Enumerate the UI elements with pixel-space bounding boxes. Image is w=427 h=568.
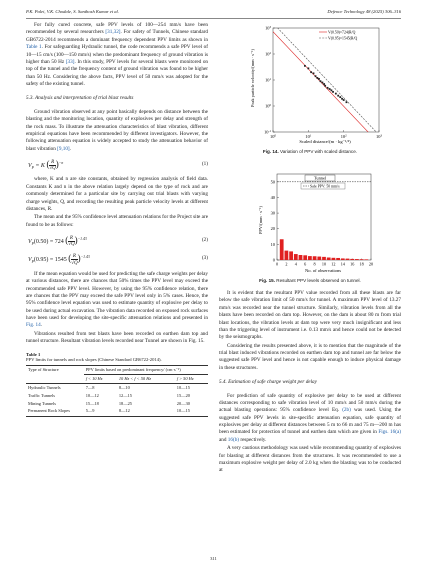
page-number: 311 [210, 556, 217, 561]
fig14-data-point [339, 96, 341, 98]
fig14-data-point [329, 88, 331, 90]
table-header-structure: Type of Structure [26, 366, 84, 384]
table-subheader: f < 10 Hz [84, 375, 117, 384]
fig15-bar [336, 258, 340, 260]
fig15-bar [294, 254, 298, 260]
fig15-x-tick-label: 12 [331, 261, 336, 267]
ppv-limits-table [26, 365, 208, 416]
fig14-data-point [327, 87, 329, 89]
fig14-data-point [323, 83, 325, 85]
fig14-data-point [310, 71, 312, 73]
figure-link[interactable]: Figs. 16(a) [378, 429, 401, 436]
fig15-bar [332, 258, 336, 260]
fig15-legend-text: Safe PPV: 50 mm/s [310, 184, 340, 189]
fig15-bar [364, 259, 368, 260]
fig15-y-tick-label: 40 [270, 194, 275, 200]
fig14-y-tick-label: $10^1$ [265, 77, 271, 83]
header-journal: Defence Technology 48 (2025) 306–316 [327, 9, 401, 14]
fig15-y-tick-label: 20 [270, 226, 275, 232]
fig15-y-tick-label: 0 [272, 257, 275, 263]
fig15-bar [317, 257, 321, 260]
fig14-regression-line [273, 23, 379, 135]
paragraph-site-constants: where, K and n are site constants, obtained by regression analysis of field data. Constants K and n in the above relation largely depend on the type of rock and are commonly determined for a particular site by carrying out trial blasts with varying charge weights, Q, and recording the resulting peak particle velocity levels at different distances, R. [26, 176, 208, 212]
fig14-data-point [324, 85, 326, 87]
fig15-y-tick-label: 10 [270, 241, 275, 247]
figure-link[interactable]: 16(b) [227, 436, 240, 443]
fig15-title: Tunnel [313, 175, 327, 181]
fig14-y-tick-label: $10^{-1}$ [264, 129, 271, 135]
fig14-data-point [304, 65, 306, 67]
left-column [26, 22, 208, 417]
fig14-data-point [343, 99, 345, 101]
paragraph-considering-results: Considering the results presented above, it is to mention that the magnitude of the trial blast induced vibrations recorded on earthen dam top and tunnel are far below the suggested safe PPV level and hence is not capable enough to induce physical damage in these structures. [219, 342, 401, 371]
fig15-x-tick-label: 0 [275, 261, 279, 267]
fig15-x-tick-label: 2 [285, 261, 288, 267]
table-label: Table 1 [26, 351, 41, 357]
fig15-x-tick-label: 8 [313, 261, 316, 267]
equation-link[interactable]: (2b) [342, 407, 351, 414]
equation-3: $V_P(0.95) = 1545$ ( $\frac{R}{√Q}$ )$^{-1.43}$ (3) [28, 253, 208, 266]
fig15-x-tick-label: 16 [350, 261, 355, 267]
fig15-x-tick-label: 10 [321, 261, 327, 267]
fig15-bar [327, 257, 331, 260]
section-heading: 5.4. Estimation of safe charge weight per delay [219, 379, 317, 386]
equation-1: $V_P = K$ ( $\frac{R}{√Q}$ )$^{-n}$ (1) [28, 159, 208, 172]
paragraph-ground-vibration: Ground vibration observed at any point basically depends on distance between the blasting and the monitoring location, quantity of explosives per delay and strength of the rock mass. To illustrate the attenuation characteristics of blast vibration, different empirical equations have been recommended by different investigators. However, the following attenuation equation is widely accepted to study the attenuation behavior of blast vibration [9,10]. [26, 108, 208, 152]
fig15-chart [219, 168, 401, 276]
fig15-bar [341, 258, 345, 260]
paragraph-attenuation-relations: The mean and the 95% confidence level attenuation relations for the Project site are found to be as follows: [26, 214, 208, 228]
figure-link[interactable]: Fig. 14 [26, 322, 41, 329]
table-header-ppv: PPV limits based on predominant frequency/ (cm·s⁻¹) [84, 366, 208, 375]
fig15-x-tick-label: 18 [359, 261, 364, 267]
fig15-bar [360, 259, 364, 260]
fig14-chart [219, 22, 401, 147]
fig14-x-tick-label: $10^1$ [305, 133, 312, 139]
fig14-data-point [335, 93, 337, 95]
fig15-y-tick-label: 30 [270, 210, 275, 216]
citation-link[interactable]: [33] [65, 58, 75, 65]
fig14-legend-text: V(0.95)=1545(R/Q [328, 36, 358, 41]
fig15-bar [355, 259, 359, 260]
fig14-regression-line [273, 32, 379, 144]
right-column [219, 290, 401, 476]
fig15-bar [313, 256, 317, 260]
fig14-data-point [346, 101, 348, 103]
paragraph-safe-quantity: For prediction of safe quantity of explosive per delay to be used at different distances corresponding to safe vibration level of 10 mm/s and 50 mm/s during the actual blasting operations: 95% confidence level Eq. (2b) was used. Using the suggested safe PPV levels in site-specific attenuation equation, safe quantity of explosives per delay at different distances between 5 m to 66 m and 75 m—200 m has been estimated for protection of tunnel and earthen dam which are given in Figs. 16(a) and 16(b) respectively. [219, 392, 401, 443]
citation-link[interactable]: [31,32] [105, 29, 121, 36]
table-subheader: f > 50 Hz [175, 375, 208, 384]
fig15-x-tick-label: 14 [340, 261, 345, 267]
table-row: Traffic Tunnels 10—12 12—15 15—20 [28, 392, 190, 398]
fig14-data-point [313, 72, 315, 74]
fig14-legend-text: V(0.50)=724(R/Q [328, 30, 356, 35]
header-authors: P.K. Palei, V.K. Chodale, S. Santhosh Kumar et al. [26, 9, 119, 14]
fig14-data-point [307, 67, 309, 69]
fig15-bar [299, 255, 303, 260]
fig14-x-tick-label: $10^0$ [270, 133, 276, 139]
fig15-bar [308, 256, 312, 260]
table-caption [26, 352, 208, 364]
fig14-y-tick-label: $10^2$ [265, 51, 271, 57]
table-row: Hydraulic Tunnels 7—8 8—10 10—15 [28, 384, 190, 390]
fig14-data-point [318, 78, 320, 80]
fig14-ylabel: Peak particle velocity/(mm · s⁻¹) [250, 48, 255, 108]
fig14-data-point [332, 91, 334, 93]
fig14-data-point [337, 95, 339, 97]
fig15-bar [322, 257, 326, 260]
fig15-y-tick-label: 50 [270, 179, 275, 185]
fig14-data-point [331, 89, 333, 91]
fig15-x-tick-label: 6 [304, 261, 307, 267]
paragraph-mean-equation: If the mean equation would be used for predicting the safe charge weights per delay at various distances, there are chances that 50% times the PPV level may exceed the recommended safe PPV level. However, by using the 95% confidence relation, there are chances that the PPV may exceed the safe PPV level only in 5% cases. Hence, the 95% confidence level equation was used to estimate quantity of explosive per delay to be used during actual excavation. The vibration data recorded on exposed rock surfaces have been used for developing the site-specific attenuation relations and presented in Fig. 14. [26, 270, 208, 329]
table-subheader: 10 Hz < f < 50 Hz [117, 375, 175, 384]
fig15-bar [285, 251, 289, 260]
fig15-bar [280, 239, 284, 260]
section-heading: 5.3. Analysis and interpretation of trial blast results [26, 95, 134, 102]
fig15-ylabel: PPV/(mm · s⁻¹) [258, 205, 263, 235]
fig14-data-point [315, 75, 317, 77]
fig14-data-point [316, 77, 318, 79]
fig15-x-tick-label: 20 [368, 261, 374, 267]
fig15-bar [303, 255, 307, 260]
fig14-xlabel: Scaled distance/(m · kg⁻¹/²) [299, 139, 351, 144]
fig14-caption: Fig. 14. Variation of PPV with scaled distance. [262, 149, 358, 154]
table-row: Mining Tunnels 15—18 18—25 20—30 [28, 400, 190, 406]
fig15-bar [346, 259, 350, 260]
fig14-data-point [341, 98, 343, 100]
fig15-bar [289, 251, 293, 260]
table-row: Permanent Rock Slopes 5—9 8—12 10—15 [26, 408, 208, 416]
paragraph-test-blasts: Vibrations resulted from test blasts have been recorded on earthen dam top and tunnel structure. Resultant vibration levels recorded near Tunnel are shown in Fig. 15. [26, 330, 208, 345]
fig15-caption: Fig. 15. Resultant PPV levels observed on tunnel. [259, 278, 361, 283]
fig14-data-point [320, 80, 322, 82]
fig15-x-tick-label: 4 [294, 261, 297, 267]
fig14-x-tick-label: $10^2$ [340, 133, 347, 139]
paragraph-resultant-ppv: It is evident that the resultant PPV value recorded from all these blasts are far below the safe vibration limit of 50 mm/s for tunnel. A maximum PPV level of 13.27 mm/s was recorded near the tunnel structure. Similarly, vibration levels from all the blasts have been recorded on dam top. However, on the dam is about 80 m from trial blast locations, the vibration levels at dam top were very much insignificant and less than the triggering level of instrument i.e. 0.13 mm/s and hence could not be detected by the seismographs. [219, 290, 401, 341]
fig15-bar [350, 259, 354, 260]
table-link[interactable]: Table 1 [26, 44, 42, 51]
fig15-xlabel: No. of observations [304, 268, 342, 273]
paragraph-cautious-methodology: A very cautious methodology was used while recommending quantity of explosives for blasting at different distances from the structures. It was recommended to use a maximum explosive weight per delay of 2.0 kg when the blasting was to be conducted at [219, 445, 401, 474]
equation-2: $V_P(0.50) = 724$ ( $\frac{R}{√Q}$ )$^{-1.43}$ (2) [28, 235, 208, 248]
citation-link[interactable]: [9,10] [57, 145, 70, 152]
table-title: PPV limits for tunnels and rock slopes (Chinese Standard GB6722-2014). [26, 357, 162, 363]
paragraph-safe-ppv: For fully cured concrete, safe PPV levels of 100—254 mm/s have been recommended by several researchers [31,32]. For safety of Tunnels, Chinese standard GB6722-2014 recommends a dominant frequency dependent PPV limits as shown in Table 1. For safeguarding Hydraulic tunnel, the code recommends a safe PPV level of 10—15 cm/s (100—150 mm/s) when the predominant frequency of ground vibration is higher than 50 Hz [33]. In this study, PPV levels for several blasts were monitored on top of the tunnel and the frequency content of ground vibration was found to be higher than 50 Hz. Considering the above facts, PPV level of 50 mm/s was adopted for the safety of the existing tunnel. [26, 22, 209, 87]
figure-14 [219, 22, 401, 157]
figure-15 [219, 168, 401, 286]
fig14-data-point [321, 82, 323, 84]
fig14-x-tick-label: $10^3$ [376, 133, 382, 139]
header-rule [26, 18, 401, 19]
fig14-y-tick-label: $10^3$ [265, 25, 271, 31]
fig14-y-tick-label: $10^0$ [265, 103, 271, 109]
fig14-plot-frame [273, 28, 379, 132]
